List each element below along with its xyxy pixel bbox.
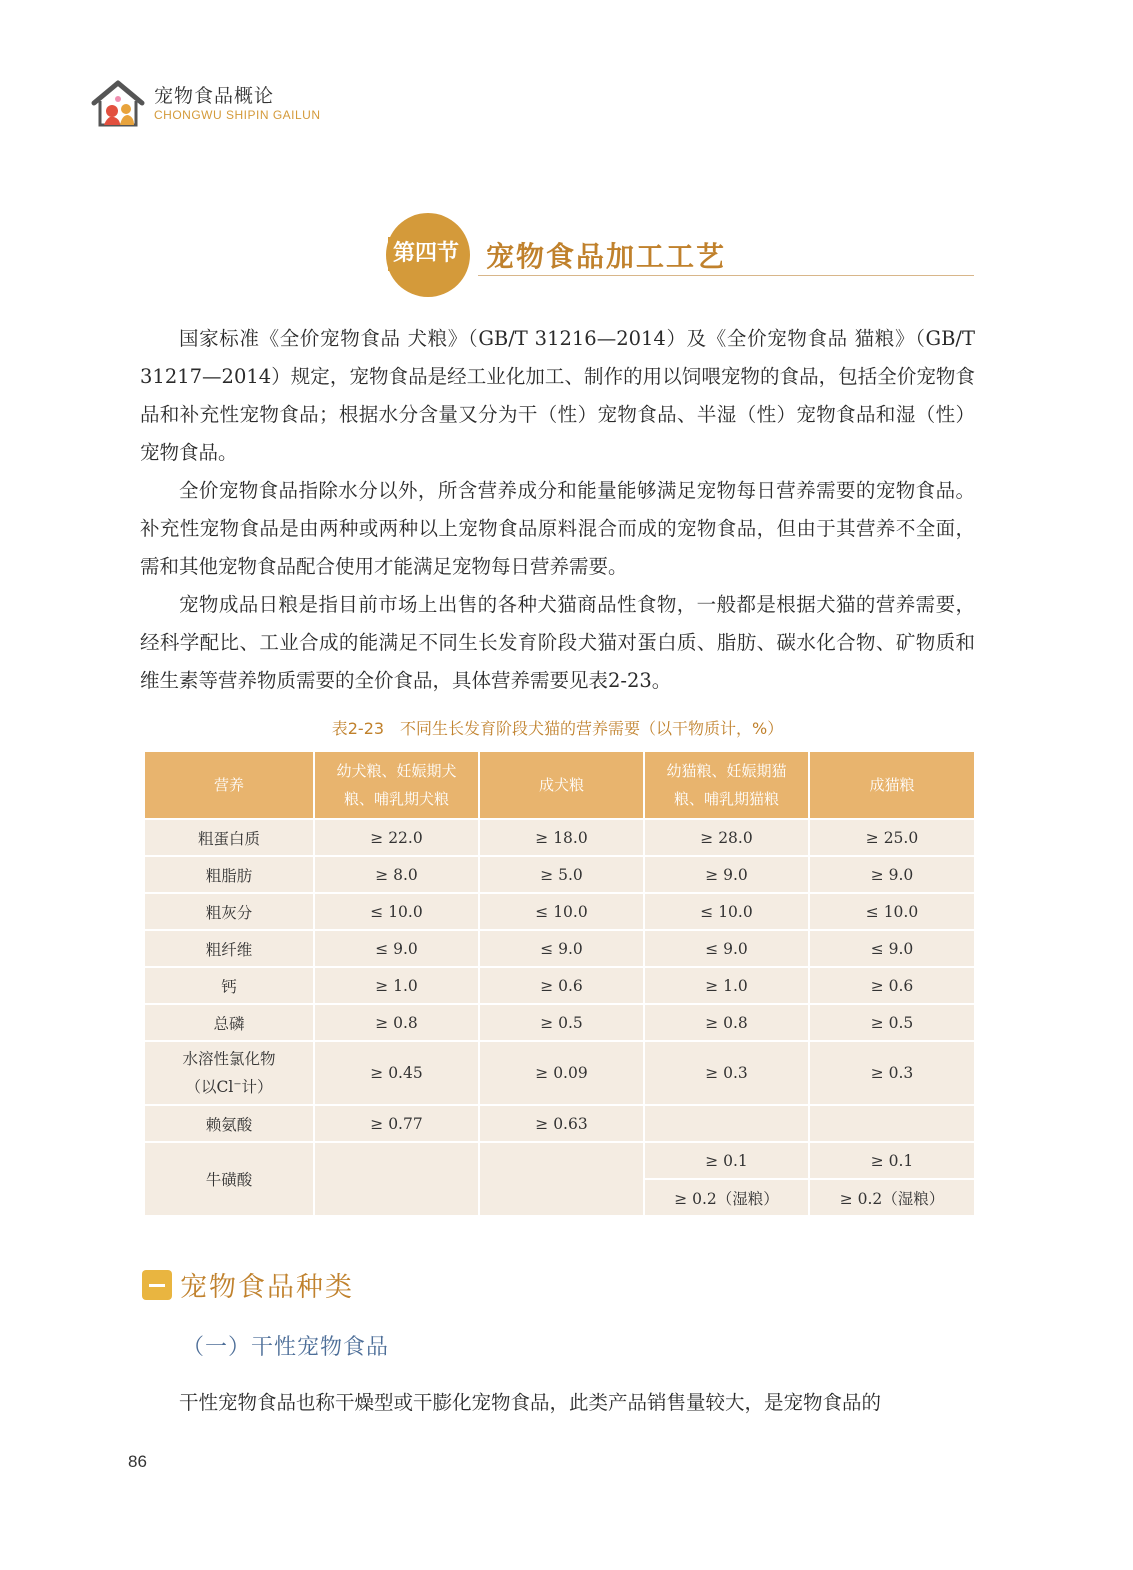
cell-value: ≥ 25.0 [809,819,975,856]
cell-value: ≥ 9.0 [809,856,975,893]
table-row [144,1004,975,1041]
heading-level1-text: 宠物食品种类 [180,1272,354,1303]
cell-value: ≤ 9.0 [314,930,479,967]
cell-nutrient: 牛磺酸 [144,1142,314,1216]
cell-empty [314,1142,479,1216]
cell-value: ≥ 0.2（湿粮） [644,1179,809,1216]
body-text [140,320,975,700]
cell-value: ≤ 10.0 [809,893,975,930]
table-row [144,967,975,1004]
cell-value: ≥ 0.6 [479,967,644,1004]
cell-nutrient: 水溶性氯化物 （以Cl⁻计） [144,1041,314,1105]
page-number: 86 [128,1452,147,1471]
cell-value: ≥ 0.3 [644,1041,809,1105]
table-row [144,893,975,930]
section-title: 宠物食品加工工艺 [486,240,727,273]
cell-value: ≥ 0.2（湿粮） [809,1179,975,1216]
book-title: 宠物食品概论 [154,85,275,107]
section-badge: 第四节 [388,237,464,271]
cell-nutrient: 总磷 [144,1004,314,1041]
cell-value: ≥ 8.0 [314,856,479,893]
header-adult-dog: 成犬粮 [479,751,644,819]
header-adult-cat: 成猫粮 [809,751,975,819]
paragraph: 干性宠物食品也称干燥型或干膨化宠物食品，此类产品销售量较大，是宠物食品的 [179,1391,882,1414]
cell-value: ≤ 9.0 [809,930,975,967]
header-puppy: 幼犬粮、妊娠期犬 粮、哺乳期犬粮 [314,751,479,819]
cell-value: ≥ 0.09 [479,1041,644,1105]
cell-value: ≥ 0.1 [809,1142,975,1179]
cell-value: ≥ 5.0 [479,856,644,893]
cell-nutrient: 赖氨酸 [144,1105,314,1142]
paragraph: 国家标准《全价宠物食品 犬粮》（GB/T 31216—2014）及《全价宠物食品 猫粮》（GB/T 31217—2014）规定，宠物食品是经工业化加工、制作的用以饲喂宠物的食品，包括全价宠物食品和补充性宠物食品；根据水分含量又分为干（性）宠物食品、半湿（性）宠物食品和湿（性）宠物食品。 [140,327,975,464]
cell-value: ≥ 0.5 [479,1004,644,1041]
cell-value: ≥ 0.77 [314,1105,479,1142]
table-row [144,1105,975,1142]
cell-value: ≥ 22.0 [314,819,479,856]
cell-value: ≥ 18.0 [479,819,644,856]
running-header [90,78,321,130]
table-header-row [144,751,975,819]
table-row [144,1041,975,1105]
cell-value: ≥ 0.5 [809,1004,975,1041]
cell-value: ≤ 9.0 [644,930,809,967]
cell-value: ≥ 0.8 [644,1004,809,1041]
cell-value: ≥ 0.6 [809,967,975,1004]
table-row [144,856,975,893]
cell-value: ≥ 0.3 [809,1041,975,1105]
cell-nutrient: 钙 [144,967,314,1004]
cell-nutrient: 粗蛋白质 [144,819,314,856]
section-heading [386,213,976,299]
table-row [144,930,975,967]
house-pets-icon [90,79,146,129]
cell-value [644,1105,809,1142]
cell-value: ≤ 10.0 [479,893,644,930]
table-row [144,819,975,856]
cell-empty [479,1142,644,1216]
header-kitten: 幼猫粮、妊娠期猫 粮、哺乳期猫粮 [644,751,809,819]
cell-value: ≤ 10.0 [644,893,809,930]
nutrition-table [143,750,976,1217]
cell-nutrient: 粗纤维 [144,930,314,967]
cell-value: ≤ 9.0 [479,930,644,967]
cell-value [809,1105,975,1142]
cell-value: ≥ 0.1 [644,1142,809,1179]
book-title-pinyin: CHONGWU SHIPIN GAILUN [154,108,321,122]
paragraph: 宠物成品日粮是指目前市场上出售的各种犬猫商品性食物，一般都是根据犬猫的营养需要，经科学配比、工业合成的能满足不同生长发育阶段犬猫对蛋白质、脂肪、碳水化合物、矿物质和维生素等营养物质需要的全价食品，具体营养需要见表2-23。 [140,593,975,692]
cell-value: ≥ 0.8 [314,1004,479,1041]
cell-value: ≥ 0.45 [314,1041,479,1105]
heading-marker-icon [142,1270,172,1300]
header-nutrient: 营养 [144,751,314,819]
cell-nutrient: 粗灰分 [144,893,314,930]
paragraph: 全价宠物食品指除水分以外，所含营养成分和能量能够满足宠物每日营养需要的宠物食品。补充性宠物食品是由两种或两种以上宠物食品原料混合而成的宠物食品，但由于其营养不全面，需和其他宠物食品配合使用才能满足宠物每日营养需要。 [140,479,975,578]
cell-nutrient: 粗脂肪 [144,856,314,893]
cell-value: ≥ 28.0 [644,819,809,856]
cell-value: ≥ 1.0 [644,967,809,1004]
table-caption: 表2-23 不同生长发育阶段犬猫的营养需要（以干物质计，%） [331,719,784,738]
cell-value: ≤ 10.0 [314,893,479,930]
cell-value: ≥ 9.0 [644,856,809,893]
table-row [144,1142,975,1179]
cell-value: ≥ 1.0 [314,967,479,1004]
heading-level2: （一）干性宠物食品 [182,1335,390,1360]
cell-value: ≥ 0.63 [479,1105,644,1142]
heading-level1 [142,1265,354,1304]
section-rule [478,275,974,276]
